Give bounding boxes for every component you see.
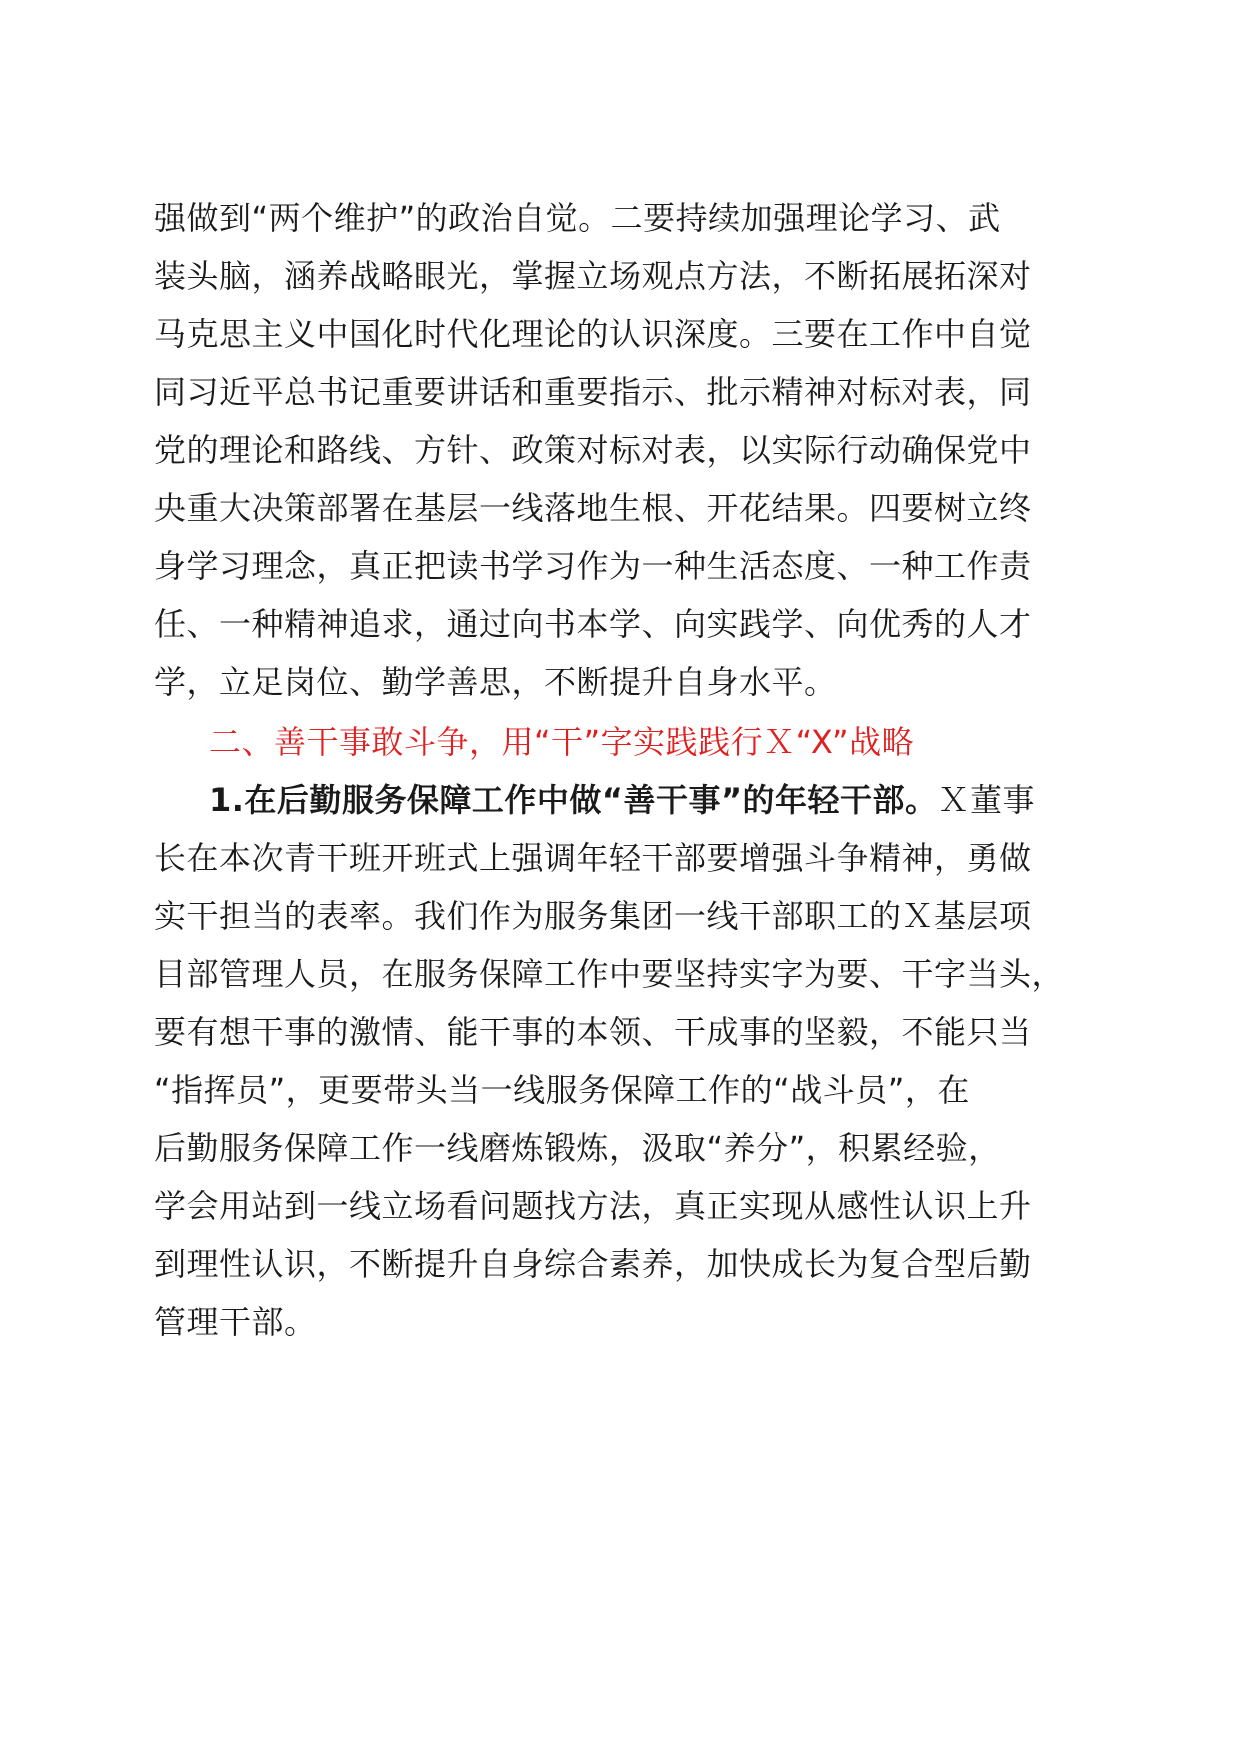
paragraph-line: 马克思主义中国化时代化理论的认识深度。三要在工作中自觉 xyxy=(154,315,1032,353)
paragraph-line: 到理性认识，不断提升自身综合素养，加快成长为复合型后勤 xyxy=(154,1245,1032,1283)
paragraph-line: 要有想干事的激情、能干事的本领、干成事的坚毅，不能只当 xyxy=(154,1013,1032,1051)
paragraph-line: 实干担当的表率。我们作为服务集团一线干部职工的Ｘ基层项 xyxy=(154,897,1032,935)
paragraph-line: 学，立足岗位、勤学善思，不断提升自身水平。 xyxy=(154,663,837,701)
paragraph-line: 后勤服务保障工作一线磨炼锻炼，汲取“养分”，积累经验， xyxy=(154,1129,1001,1167)
paragraph-line: 学会用站到一线立场看问题找方法，真正实现从感性认识上升 xyxy=(154,1187,1032,1225)
paragraph-line: “指挥员”，更要带头当一线服务保障工作的“战斗员”，在 xyxy=(154,1071,970,1109)
paragraph-line: 党的理论和路线、方针、政策对标对表，以实际行动确保党中 xyxy=(154,431,1032,469)
paragraph-line: 长在本次青干班开班式上强调年轻干部要增强斗争精神，勇做 xyxy=(154,839,1032,877)
subsection-lead-rest: Ｘ董事 xyxy=(937,781,1036,819)
paragraph-line: 任、一种精神追求，通过向书本学、向实践学、向优秀的人才 xyxy=(154,605,1032,643)
section-heading: 二、善干事敢斗争，用“干”字实践践行Ｘ“X”战略 xyxy=(209,723,915,761)
paragraph-line: 强做到“两个维护”的政治自觉。二要持续加强理论学习、武 xyxy=(154,199,1001,237)
paragraph-line: 装头脑，涵养战略眼光，掌握立场观点方法，不断拓展拓深对 xyxy=(154,257,1032,295)
paragraph-line: 央重大决策部署在基层一线落地生根、开花结果。四要树立终 xyxy=(154,489,1032,527)
subsection-lead: 1.在后勤服务保障工作中做“善干事”的年轻干部。 xyxy=(209,781,938,819)
paragraph-line: 管理干部。 xyxy=(154,1303,317,1341)
paragraph-line: 同习近平总书记重要讲话和重要指示、批示精神对标对表，同 xyxy=(154,373,1032,411)
paragraph-line: 目部管理人员，在服务保障工作中要坚持实字为要、干字当头， xyxy=(154,955,1065,993)
subsection-lead-line xyxy=(209,770,1035,830)
paragraph-line: 身学习理念，真正把读书学习作为一种生活态度、一种工作责 xyxy=(154,547,1032,585)
